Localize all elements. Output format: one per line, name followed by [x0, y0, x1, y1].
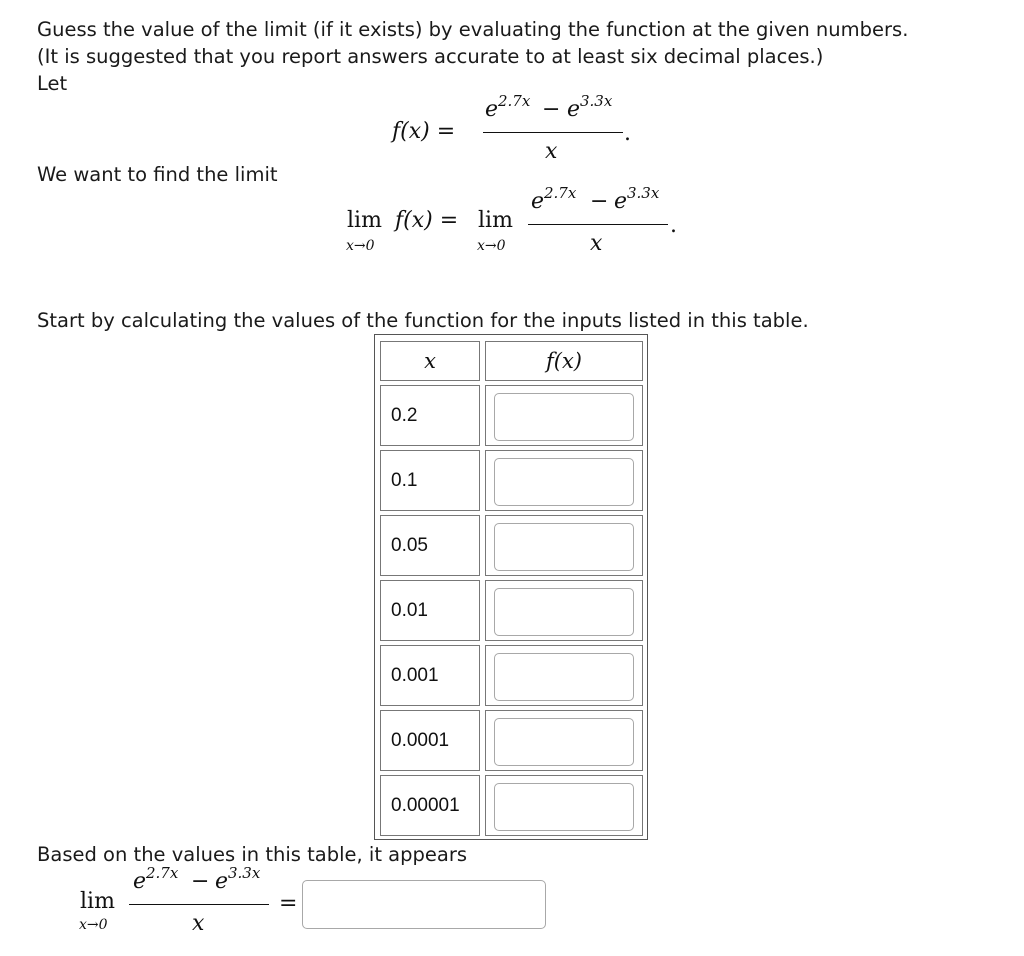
table-row-x [380, 515, 480, 576]
x-value: 0.001 [391, 664, 439, 686]
limit-fraction-bar [528, 224, 668, 225]
numerator-e1: e [485, 97, 499, 122]
x-value: 0.0001 [391, 729, 450, 751]
table-row-fx [485, 385, 643, 446]
numerator-exp2: 3.3x [580, 92, 613, 110]
header-x-cell [380, 341, 480, 381]
denominator: x [545, 139, 558, 164]
fx-input-row-6[interactable] [494, 718, 634, 766]
table-row-x [380, 710, 480, 771]
limit-intro-text: We want to find the limit [37, 163, 278, 186]
x-value: 0.00001 [391, 794, 460, 816]
final-numerator-minus: − [191, 869, 210, 894]
table-row-fx [485, 450, 643, 511]
x-value: 0.1 [391, 469, 418, 491]
header-x: x [424, 349, 436, 373]
table-row-x [380, 385, 480, 446]
table-row-fx [485, 775, 643, 836]
final-numerator-e1: e [133, 869, 147, 894]
numerator-minus: − [542, 97, 561, 122]
fx-input-row-4[interactable] [494, 588, 634, 636]
final-lim-word: lim [80, 889, 115, 914]
numerator-e2: e [567, 97, 581, 122]
numerator-exp1: 2.7x [498, 92, 531, 110]
table-row-x [380, 580, 480, 641]
table-row-x [380, 450, 480, 511]
limit-numerator-exp1: 2.7x [544, 184, 577, 202]
final-equals: = [279, 891, 298, 916]
x-value: 0.01 [391, 599, 428, 621]
x-value: 0.2 [391, 404, 418, 426]
table-row-fx [485, 580, 643, 641]
fx-input-row-5[interactable] [494, 653, 634, 701]
instruction-line-1: Guess the value of the limit (if it exists) by evaluating the function at the given numbers. [37, 18, 909, 41]
function-lhs: f(x) = [392, 119, 456, 144]
fx-input-row-7[interactable] [494, 783, 634, 831]
lim-word-1: lim [347, 208, 382, 233]
instruction-line-2: (It is suggested that you report answers accurate to at least six decimal places.) [37, 45, 824, 68]
fx-input-row-1[interactable] [494, 393, 634, 441]
instruction-line-3: Let [37, 72, 68, 95]
limit-denominator: x [590, 231, 603, 256]
table-row-x [380, 645, 480, 706]
limit-numerator-e1: e [531, 189, 545, 214]
final-numerator-e2: e [215, 869, 229, 894]
final-lim-subscript: x→0 [79, 917, 108, 933]
final-denominator: x [192, 911, 205, 936]
x-value: 0.05 [391, 534, 428, 556]
lim-subscript-2: x→0 [477, 238, 506, 254]
limit-period: . [670, 213, 677, 238]
final-numerator-exp1: 2.7x [146, 864, 179, 882]
lim-word-2: lim [478, 208, 513, 233]
final-numerator-exp2: 3.3x [228, 864, 261, 882]
limit-numerator-e2: e [614, 189, 628, 214]
table-row-x [380, 775, 480, 836]
definition-period: . [624, 121, 631, 146]
table-row-fx [485, 645, 643, 706]
conclusion-text: Based on the values in this table, it appears [37, 843, 467, 866]
limit-numerator-minus: − [590, 189, 609, 214]
fx-input-row-2[interactable] [494, 458, 634, 506]
final-fraction-bar [129, 904, 269, 905]
limit-answer-input[interactable] [302, 880, 546, 929]
lim-subscript-1: x→0 [346, 238, 375, 254]
header-fx-cell [485, 341, 643, 381]
limit-numerator-exp2: 3.3x [627, 184, 660, 202]
table-row-fx [485, 515, 643, 576]
fx-input-row-3[interactable] [494, 523, 634, 571]
table-intro-text: Start by calculating the values of the function for the inputs listed in this table. [37, 309, 809, 332]
fraction-bar [483, 132, 623, 133]
limit-fx: f(x) = [395, 208, 459, 233]
values-table [374, 334, 648, 840]
header-fx: f(x) [545, 349, 582, 373]
table-row-fx [485, 710, 643, 771]
